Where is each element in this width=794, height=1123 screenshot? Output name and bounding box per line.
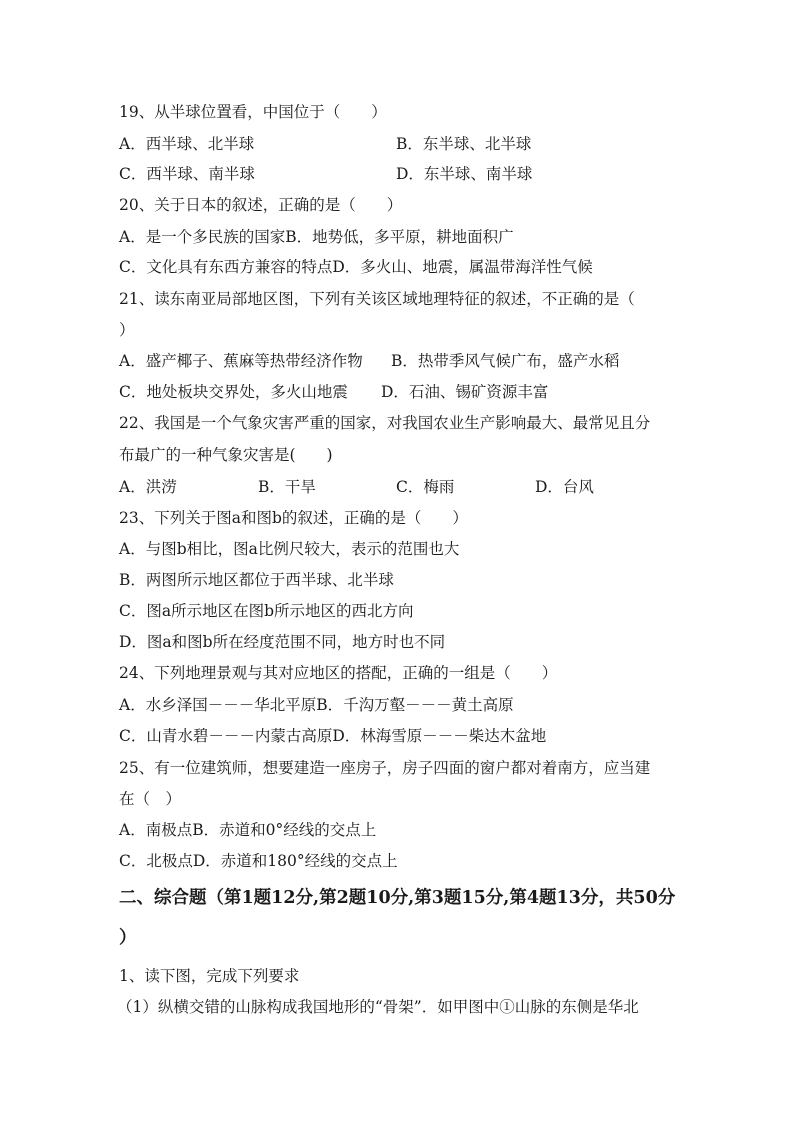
q23-option-c: C．图a所示地区在图b所示地区的西北方向 xyxy=(119,602,414,620)
q19-option-a: A．西半球、北半球 xyxy=(119,135,255,153)
q21-options-cd xyxy=(119,382,549,402)
q19-stem: 19、从半球位置看，中国位于（ ） xyxy=(119,103,387,121)
q21-stem-line1: 21、读东南亚局部地区图，下列有关该区域地理特征的叙述，不正确的是（ xyxy=(119,290,635,308)
q24-options-ab: A．水乡泽国－－－华北平原B．千沟万壑－－－黄土高原 xyxy=(119,696,514,714)
q20-options-cd: C．文化具有东西方兼容的特点D．多火山、地震，属温带海洋性气候 xyxy=(119,258,593,276)
q24-stem: 24、下列地理景观与其对应地区的搭配，正确的一组是（ ） xyxy=(119,664,558,682)
q22-option-a: A．洪涝 xyxy=(119,478,177,496)
q23-option-a: A．与图b相比，图a比例尺较大，表示的范围也大 xyxy=(119,540,460,558)
q19-option-c: C．西半球、南半球 xyxy=(119,165,255,183)
q22-option-d: D．台风 xyxy=(535,478,594,496)
q19-option-d: D．东半球、南半球 xyxy=(396,165,533,183)
q21-option-b: B．热带季风气候广布，盛产水稻 xyxy=(391,352,620,370)
q22-option-c: C．梅雨 xyxy=(396,478,455,496)
section2-q1-part1: （1）纵横交错的山脉构成我国地形的“骨架”．如甲图中①山脉的东侧是华北 xyxy=(117,998,639,1016)
q25-options-ab: A．南极点B．赤道和0°经线的交点上 xyxy=(119,821,377,839)
q22-stem-line1: 22、我国是一个气象灾害严重的国家，对我国农业生产影响最大、最常见且分 xyxy=(119,414,651,432)
section2-q1-stem: 1、读下图，完成下列要求 xyxy=(119,967,300,985)
q23-option-b: B．两图所示地区都位于西半球、北半球 xyxy=(119,571,394,589)
q21-option-c: C．地处板块交界处，多火山地震 xyxy=(119,383,348,401)
section2-heading-line1: 二、综合题（第1题12分,第2题10分,第3题15分,第4题13分，共50分 xyxy=(119,888,676,908)
q25-options-cd: C．北极点D．赤道和180°经线的交点上 xyxy=(119,852,398,870)
section2-heading-line2: ） xyxy=(119,928,137,948)
q19-options-cd xyxy=(119,164,533,184)
q21-option-a: A．盛产椰子、蕉麻等热带经济作物 xyxy=(119,352,363,370)
q24-options-cd: C．山青水碧－－－内蒙古高原D．林海雪原－－－柴达木盆地 xyxy=(119,727,547,745)
q23-option-d: D．图a和图b所在经度范围不同，地方时也不同 xyxy=(119,633,446,651)
q22-option-b: B．干旱 xyxy=(258,478,316,496)
q21-stem-line2: ） xyxy=(119,321,135,339)
q25-stem-line1: 25、有一位建筑师，想要建造一座房子，房子四面的窗户都对着南方，应当建 xyxy=(119,759,651,777)
q20-stem: 20、关于日本的叙述，正确的是（ ） xyxy=(119,196,403,214)
q23-stem: 23、下列关于图a和图b的叙述，正确的是（ ） xyxy=(119,509,468,527)
q22-stem-line2: 布最广的一种气象灾害是( ) xyxy=(119,446,333,464)
q19-options-ab xyxy=(119,134,532,154)
q22-options xyxy=(119,477,594,497)
q21-option-d: D．石油、锡矿资源丰富 xyxy=(381,383,549,401)
q20-options-ab: A．是一个多民族的国家B．地势低，多平原，耕地面积广 xyxy=(119,228,514,246)
q19-option-b: B．东半球、北半球 xyxy=(396,135,532,153)
q25-stem-line2: 在（ ） xyxy=(119,790,182,808)
q21-options-ab xyxy=(119,351,620,371)
